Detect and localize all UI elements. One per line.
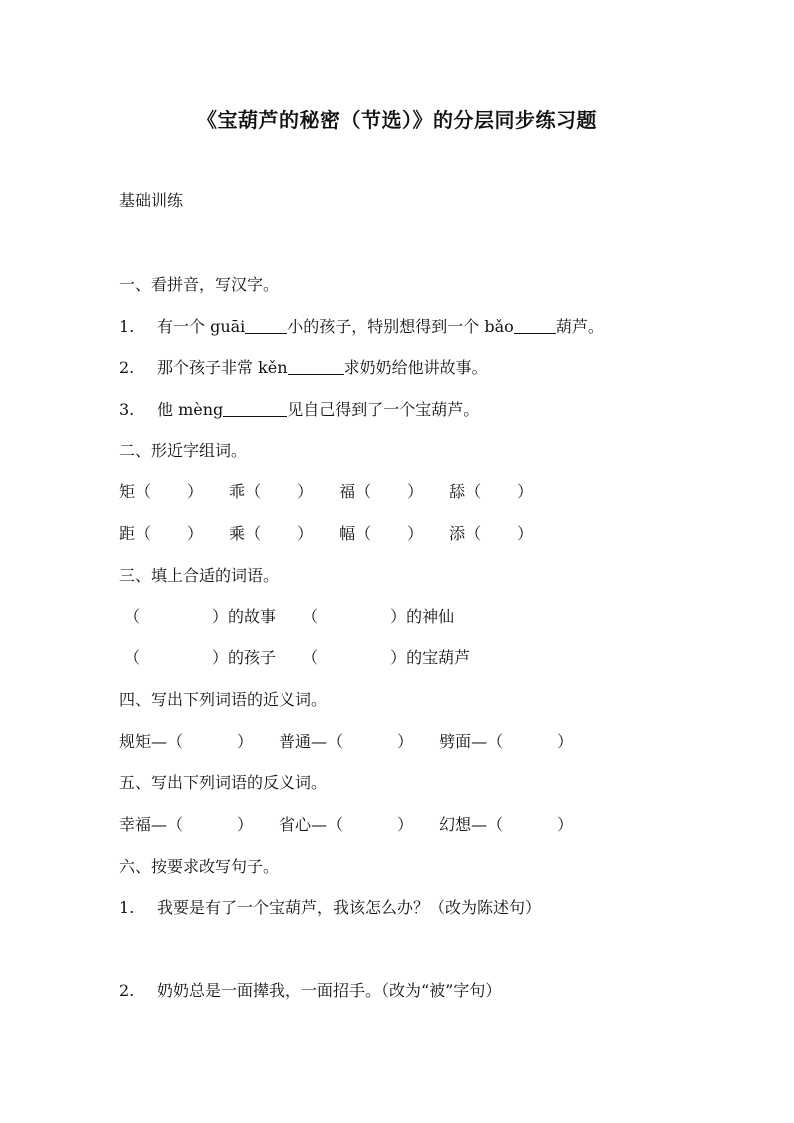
q1-item-1-text-c: 葫芦。: [555, 317, 604, 336]
q2-r1-char-4: 舔: [449, 482, 466, 501]
q1-item-1-blank-1[interactable]: [245, 317, 287, 334]
paren-close: ）: [557, 732, 574, 751]
paren-open: （: [302, 648, 319, 667]
paren-close: ）: [187, 482, 204, 501]
q2-r2-char-3: 幅: [339, 524, 356, 543]
q4-word-3: 劈面—: [439, 732, 488, 751]
q4-word-1: 规矩—: [119, 732, 168, 751]
paren-close: ）: [212, 607, 229, 626]
paren-close: ）: [517, 524, 534, 543]
q1-item-2: [119, 357, 488, 379]
q1-item-2-blank[interactable]: [288, 358, 344, 375]
q6-heading: 六、按要求改写句子。: [119, 857, 280, 876]
paren-open: （: [327, 732, 344, 751]
q1-item-3-num: 3.: [119, 400, 135, 419]
q3-heading: 三、填上合适的词语。: [119, 566, 280, 585]
q1-item-1-text-b: 小的孩子，特别想得到一个 bǎo: [287, 317, 514, 336]
q2-heading: 二、形近字组词。: [119, 441, 248, 460]
paren-open: （: [355, 524, 372, 543]
paren-open: （: [167, 815, 184, 834]
q5-word-3: 幻想—: [439, 815, 488, 834]
paren-open: （: [302, 607, 319, 626]
paren-open: （: [124, 607, 141, 626]
q2-r1-char-1: 矩: [119, 482, 136, 501]
paren-open: （: [487, 732, 504, 751]
paren-close: ）: [397, 815, 414, 834]
q3-r2-text-2: 的宝葫芦: [406, 648, 471, 667]
q2-row-2: [119, 523, 533, 545]
paren-open: （: [245, 524, 262, 543]
paren-close: ）: [237, 815, 254, 834]
paren-close: ）: [517, 482, 534, 501]
page-title: 《宝葫芦的秘密（节选）》的分层同步练习题: [197, 108, 597, 132]
paren-close: ）: [407, 524, 424, 543]
paren-open: （: [355, 482, 372, 501]
paren-open: （: [167, 732, 184, 751]
q2-r2-char-1: 距: [119, 524, 136, 543]
paren-close: ）: [557, 815, 574, 834]
q1-item-1-num: 1.: [119, 317, 135, 336]
q6-item-2: [119, 980, 501, 1002]
paren-close: ）: [397, 732, 414, 751]
paren-open: （: [327, 815, 344, 834]
q1-item-1: [119, 316, 604, 338]
paren-close: ）: [187, 524, 204, 543]
paren-close: ）: [212, 648, 229, 667]
paren-open: （: [124, 648, 141, 667]
q4-heading: 四、写出下列词语的近义词。: [119, 690, 328, 709]
q1-item-2-num: 2.: [119, 358, 135, 377]
paren-open: （: [465, 482, 482, 501]
q1-item-2-text-a: 那个孩子非常 kěn: [157, 358, 288, 377]
q1-item-1-text-a: 有一个 guāi: [157, 317, 246, 336]
q1-item-3-text-b: 见自己得到了一个宝葫芦。: [287, 400, 480, 419]
q1-item-3-text-a: 他 mèng: [157, 400, 224, 419]
q4-row: [119, 731, 573, 753]
q1-item-3-blank[interactable]: [223, 400, 287, 417]
paren-open: （: [135, 524, 152, 543]
q6-item-2-num: 2.: [119, 981, 135, 1000]
paren-close: ）: [407, 482, 424, 501]
paren-open: （: [487, 815, 504, 834]
q2-r1-char-2: 乖: [229, 482, 246, 501]
paren-close: ）: [237, 732, 254, 751]
q6-item-2-text: 奶奶总是一面撵我，一面招手。（改为“被”字句）: [157, 981, 502, 1000]
paren-close: ）: [390, 607, 407, 626]
paren-close: ）: [297, 524, 314, 543]
section-basic-training: 基础训练: [119, 191, 184, 210]
q3-row-1: [124, 606, 454, 628]
paren-close: ）: [390, 648, 407, 667]
q2-r2-char-4: 添: [449, 524, 466, 543]
q2-r2-char-2: 乘: [229, 524, 246, 543]
q1-item-2-text-b: 求奶奶给他讲故事。: [343, 358, 488, 377]
q3-r2-text-1: 的孩子: [228, 648, 277, 667]
q5-word-1: 幸福—: [119, 815, 168, 834]
q4-word-2: 普通—: [279, 732, 328, 751]
paren-close: ）: [297, 482, 314, 501]
q2-r1-char-3: 福: [339, 482, 356, 501]
q1-item-3: [119, 399, 479, 421]
q3-r1-text-2: 的神仙: [406, 607, 455, 626]
q1-item-1-blank-2[interactable]: [514, 317, 556, 334]
q6-item-1: [119, 897, 541, 919]
q2-row-1: [119, 481, 533, 503]
q3-r1-text-1: 的故事: [228, 607, 277, 626]
q5-row: [119, 814, 573, 836]
q1-heading: 一、看拼音，写汉字。: [119, 275, 280, 294]
q5-word-2: 省心—: [279, 815, 328, 834]
paren-open: （: [135, 482, 152, 501]
paren-open: （: [465, 524, 482, 543]
q5-heading: 五、写出下列词语的反义词。: [119, 773, 328, 792]
q6-item-1-num: 1.: [119, 898, 135, 917]
q3-row-2: [124, 647, 470, 669]
q6-item-1-text: 我要是有了一个宝葫芦，我该怎么办？（改为陈述句）: [157, 898, 542, 917]
paren-open: （: [245, 482, 262, 501]
